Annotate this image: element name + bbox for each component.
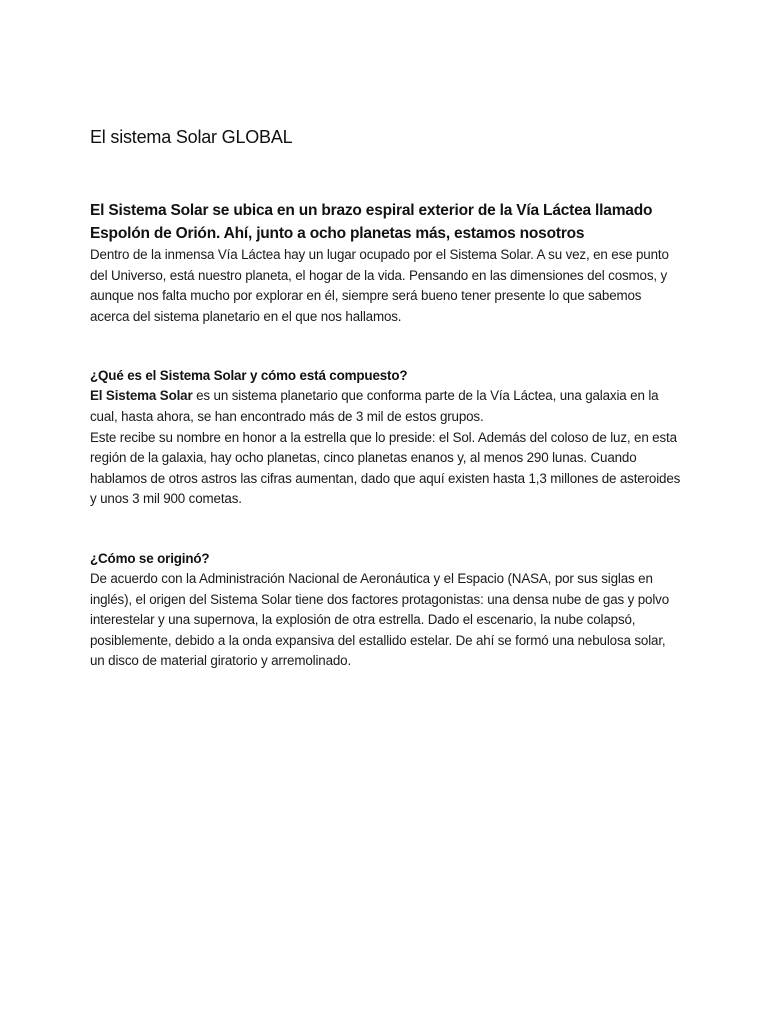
document-subtitle: El Sistema Solar se ubica en un brazo espiral exterior de la Vía Láctea llamado Espolón de Orión. Ahí, junto a ocho planetas más, estamos nosotros [90, 202, 653, 242]
composition-paragraph-1 [90, 386, 682, 427]
composition-paragraph-1-text: es un sistema planetario que conforma parte de la Vía Láctea, una galaxia en la cual, hasta ahora, se han encontrado más de 3 mil de estos grupos. [90, 388, 659, 424]
intro-paragraph: Dentro de la inmensa Vía Láctea hay un lugar ocupado por el Sistema Solar. A su vez, en ese punto del Universo, está nuestro planeta, el hogar de la vida. Pensando en las dimensiones del cosmos, y aunque nos falta mucho por explorar en él, siempre será bueno tener presente lo que sabemos acerca del sistema planetario en el que nos hallamos. [90, 247, 669, 324]
document-title: El sistema Solar GLOBAL [90, 127, 293, 147]
bold-term: El Sistema Solar [90, 388, 193, 404]
section-heading-origin: ¿Cómo se originó? [90, 550, 210, 566]
composition-paragraph-2: Este recibe su nombre en honor a la estrella que lo preside: el Sol. Además del coloso de luz, en esta región de la galaxia, hay ocho planetas, cinco planetas enanos y, al menos 290 lunas. Cuando hablamos de otros astros las cifras aumentan, dado que aquí existen hasta 1,3 millones de asteroides y unos 3 mil 900 cometas. [90, 429, 681, 507]
origin-paragraph: De acuerdo con la Administración Nacional de Aeronáutica y el Espacio (NASA, por sus siglas en inglés), el origen del Sistema Solar tiene dos factores protagonistas: una densa nube de gas y polvo interestelar y una supernova, la explosión de otra estrella. Dado el escenario, la nube colapsó, posiblemente, debido a la onda expansiva del estallido estelar. De ahí se formó una nebulosa solar, un disco de material giratorio y arremolinado. [90, 570, 670, 669]
section-heading-composition: ¿Qué es el Sistema Solar y cómo está compuesto? [90, 368, 408, 384]
document-content [90, 124, 682, 672]
